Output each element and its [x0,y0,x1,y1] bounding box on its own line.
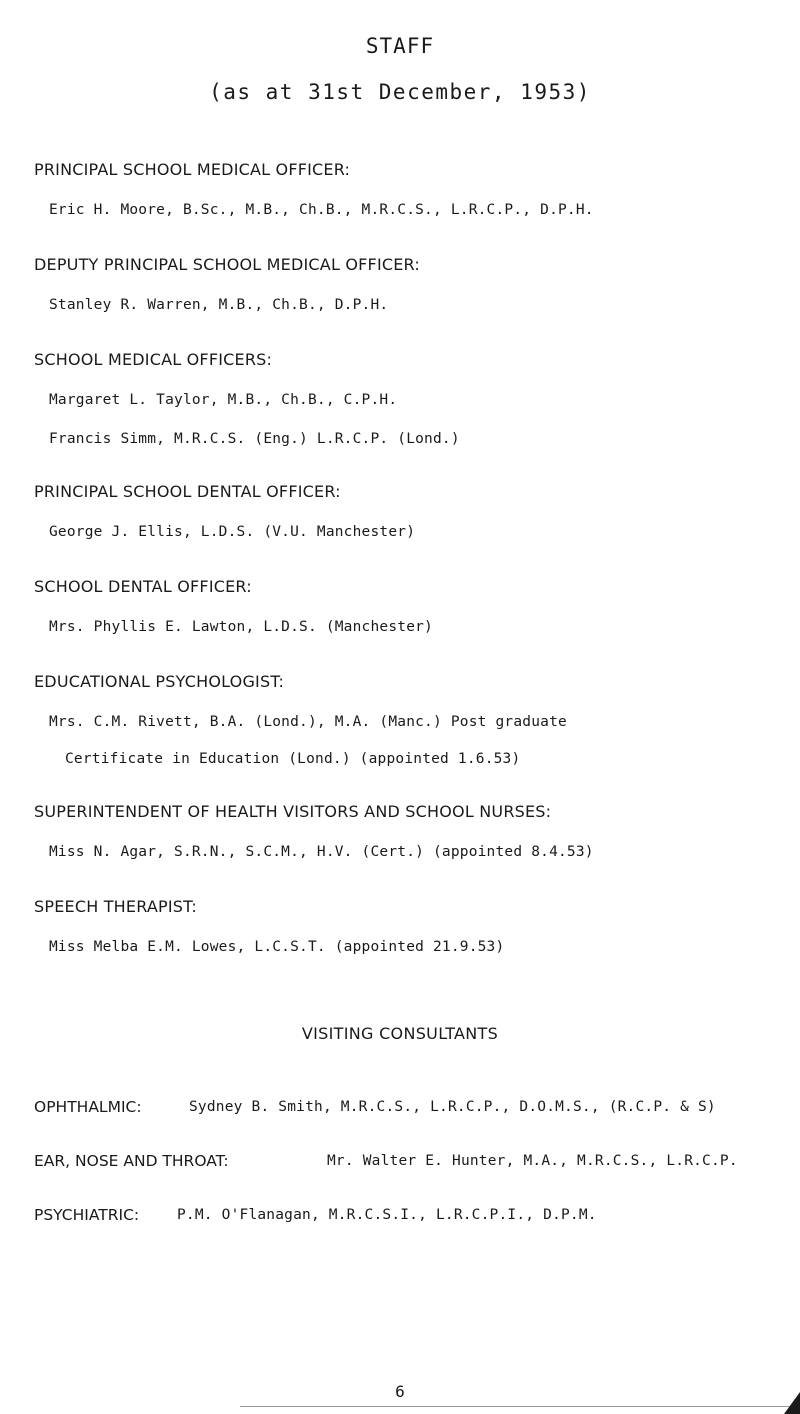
section-heading-speech-therapist: SPEECH THERAPIST: [34,897,197,916]
page-subtitle: (as at 31st December, 1953) [209,80,591,104]
staff-entry: Mrs. C.M. Rivett, B.A. (Lond.), M.A. (Manc.) Post graduate [49,714,567,730]
consultant-label-psychiatric: PSYCHIATRIC: [34,1206,140,1224]
consultant-ophthalmic: Sydney B. Smith, M.R.C.S., L.R.C.P., D.O.M.S., (R.C.P. & S) [189,1099,716,1115]
staff-entry: Eric H. Moore, B.Sc., M.B., Ch.B., M.R.C.S., L.R.C.P., D.P.H. [49,202,594,218]
page-number: 6 [395,1382,405,1401]
staff-entry: Miss Melba E.M. Lowes, L.C.S.T. (appointed 21.9.53) [49,939,505,955]
scan-corner-mark [784,1392,800,1414]
consultant-ent: Mr. Walter E. Hunter, M.A., M.R.C.S., L.R.C.P. [327,1153,738,1169]
scan-edge-line [240,1406,800,1407]
staff-entry: Stanley R. Warren, M.B., Ch.B., D.P.H. [49,297,389,313]
staff-entry: Mrs. Phyllis E. Lawton, L.D.S. (Manchester) [49,619,433,635]
section-heading-school-mos: SCHOOL MEDICAL OFFICERS: [34,350,273,369]
consultant-label-ent: EAR, NOSE AND THROAT: [34,1152,229,1170]
section-heading-psychologist: EDUCATIONAL PSYCHOLOGIST: [34,672,285,691]
consultant-psychiatric: P.M. O'Flanagan, M.R.C.S.I., L.R.C.P.I., D.P.M. [177,1207,597,1223]
page-title: STAFF [365,34,435,58]
section-heading-principal-smo: PRINCIPAL SCHOOL MEDICAL OFFICER: [34,160,351,179]
staff-entry: Miss N. Agar, S.R.N., S.C.M., H.V. (Cert.) (appointed 8.4.53) [49,844,594,860]
section-heading-principal-dental: PRINCIPAL SCHOOL DENTAL OFFICER: [34,482,341,501]
section-heading-school-dental: SCHOOL DENTAL OFFICER: [34,577,252,596]
section-heading-superintendent: SUPERINTENDENT OF HEALTH VISITORS AND SCHOOL NURSES: [34,802,552,821]
staff-entry: George J. Ellis, L.D.S. (V.U. Manchester) [49,524,416,540]
staff-entry-continued: Certificate in Education (Lond.) (appointed 1.6.53) [65,751,521,767]
staff-entry: Francis Simm, M.R.C.S. (Eng.) L.R.C.P. (Lond.) [49,431,460,447]
consultant-label-ophthalmic: OPHTHALMIC: [34,1098,142,1116]
consultants-heading: VISITING CONSULTANTS [301,1024,499,1043]
staff-entry: Margaret L. Taylor, M.B., Ch.B., C.P.H. [49,392,398,408]
section-heading-deputy-smo: DEPUTY PRINCIPAL SCHOOL MEDICAL OFFICER: [34,255,420,274]
